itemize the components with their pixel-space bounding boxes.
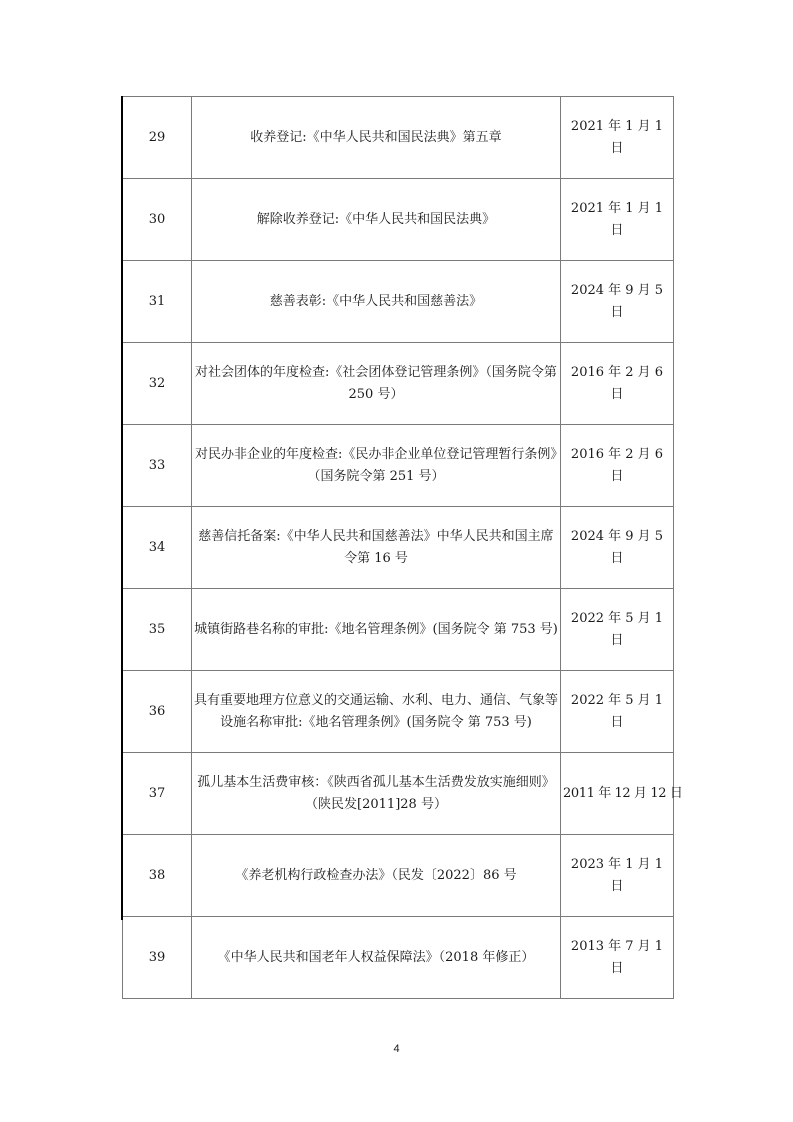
table-row — [123, 507, 674, 589]
row-number: 34 — [123, 507, 192, 589]
legal-basis: 慈善信托备案:《中华人民共和国慈善法》中华人民共和国主席令第 16 号 — [192, 507, 561, 589]
page-number: 4 — [393, 1043, 400, 1055]
table-row — [123, 97, 674, 179]
table-row — [123, 179, 674, 261]
legal-basis: 《中华人民共和国老年人权益保障法》（2018 年修正） — [192, 917, 561, 999]
row-number: 31 — [123, 261, 192, 343]
table-row — [123, 425, 674, 507]
regulations-table — [122, 96, 683, 999]
row-number: 39 — [123, 917, 192, 999]
legal-basis: 解除收养登记:《中华人民共和国民法典》 — [192, 179, 561, 261]
effective-date: 2024 年 9 月 5 日 — [561, 507, 674, 589]
row-number: 29 — [123, 97, 192, 179]
effective-date: 2021 年 1 月 1 日 — [561, 179, 674, 261]
row-number: 38 — [123, 835, 192, 917]
effective-date: 2021 年 1 月 1 日 — [561, 97, 674, 179]
table-row — [123, 261, 674, 343]
effective-date: 2024 年 9 月 5 日 — [561, 261, 674, 343]
legal-basis: 慈善表彰:《中华人民共和国慈善法》 — [192, 261, 561, 343]
row-number: 35 — [123, 589, 192, 671]
legal-basis: 对民办非企业的年度检查:《民办非企业单位登记管理暂行条例》（国务院令第 251 号） — [192, 425, 561, 507]
row-number: 33 — [123, 425, 192, 507]
effective-date: 2023 年 1 月 1 日 — [561, 835, 674, 917]
effective-date: 2013 年 7 月 1 日 — [561, 917, 674, 999]
row-number: 37 — [123, 753, 192, 835]
legal-basis: 城镇街路巷名称的审批:《地名管理条例》(国务院令 第 753 号) — [192, 589, 561, 671]
legal-basis: 对社会团体的年度检查:《社会团体登记管理条例》（国务院令第 250 号） — [192, 343, 561, 425]
row-number: 32 — [123, 343, 192, 425]
effective-date: 2016 年 2 月 6 日 — [561, 425, 674, 507]
effective-date: 2016 年 2 月 6 日 — [561, 343, 674, 425]
table-row — [123, 589, 674, 671]
table-row — [123, 671, 674, 753]
table-row — [123, 917, 674, 999]
legal-basis: 具有重要地理方位意义的交通运输、水利、电力、通信、气象等设施名称审批:《地名管理条例》(国务院令 第 753 号) — [192, 671, 561, 753]
table-row — [123, 343, 674, 425]
row-number: 36 — [123, 671, 192, 753]
row-number: 30 — [123, 179, 192, 261]
effective-date: 2022 年 5 月 1 日 — [561, 589, 674, 671]
legal-basis: 孤儿基本生活费审核：《陕西省孤儿基本生活费发放实施细则》（陕民发[2011]28 号） — [192, 753, 561, 835]
legal-basis: 《养老机构行政检查办法》（民发〔2022〕86 号 — [192, 835, 561, 917]
left-border-bar — [121, 96, 123, 920]
legal-basis: 收养登记:《中华人民共和国民法典》第五章 — [192, 97, 561, 179]
effective-date: 2011 年 12 月 12 日 — [561, 753, 674, 835]
table-row — [123, 835, 674, 917]
table-row — [123, 753, 674, 835]
effective-date: 2022 年 5 月 1 日 — [561, 671, 674, 753]
